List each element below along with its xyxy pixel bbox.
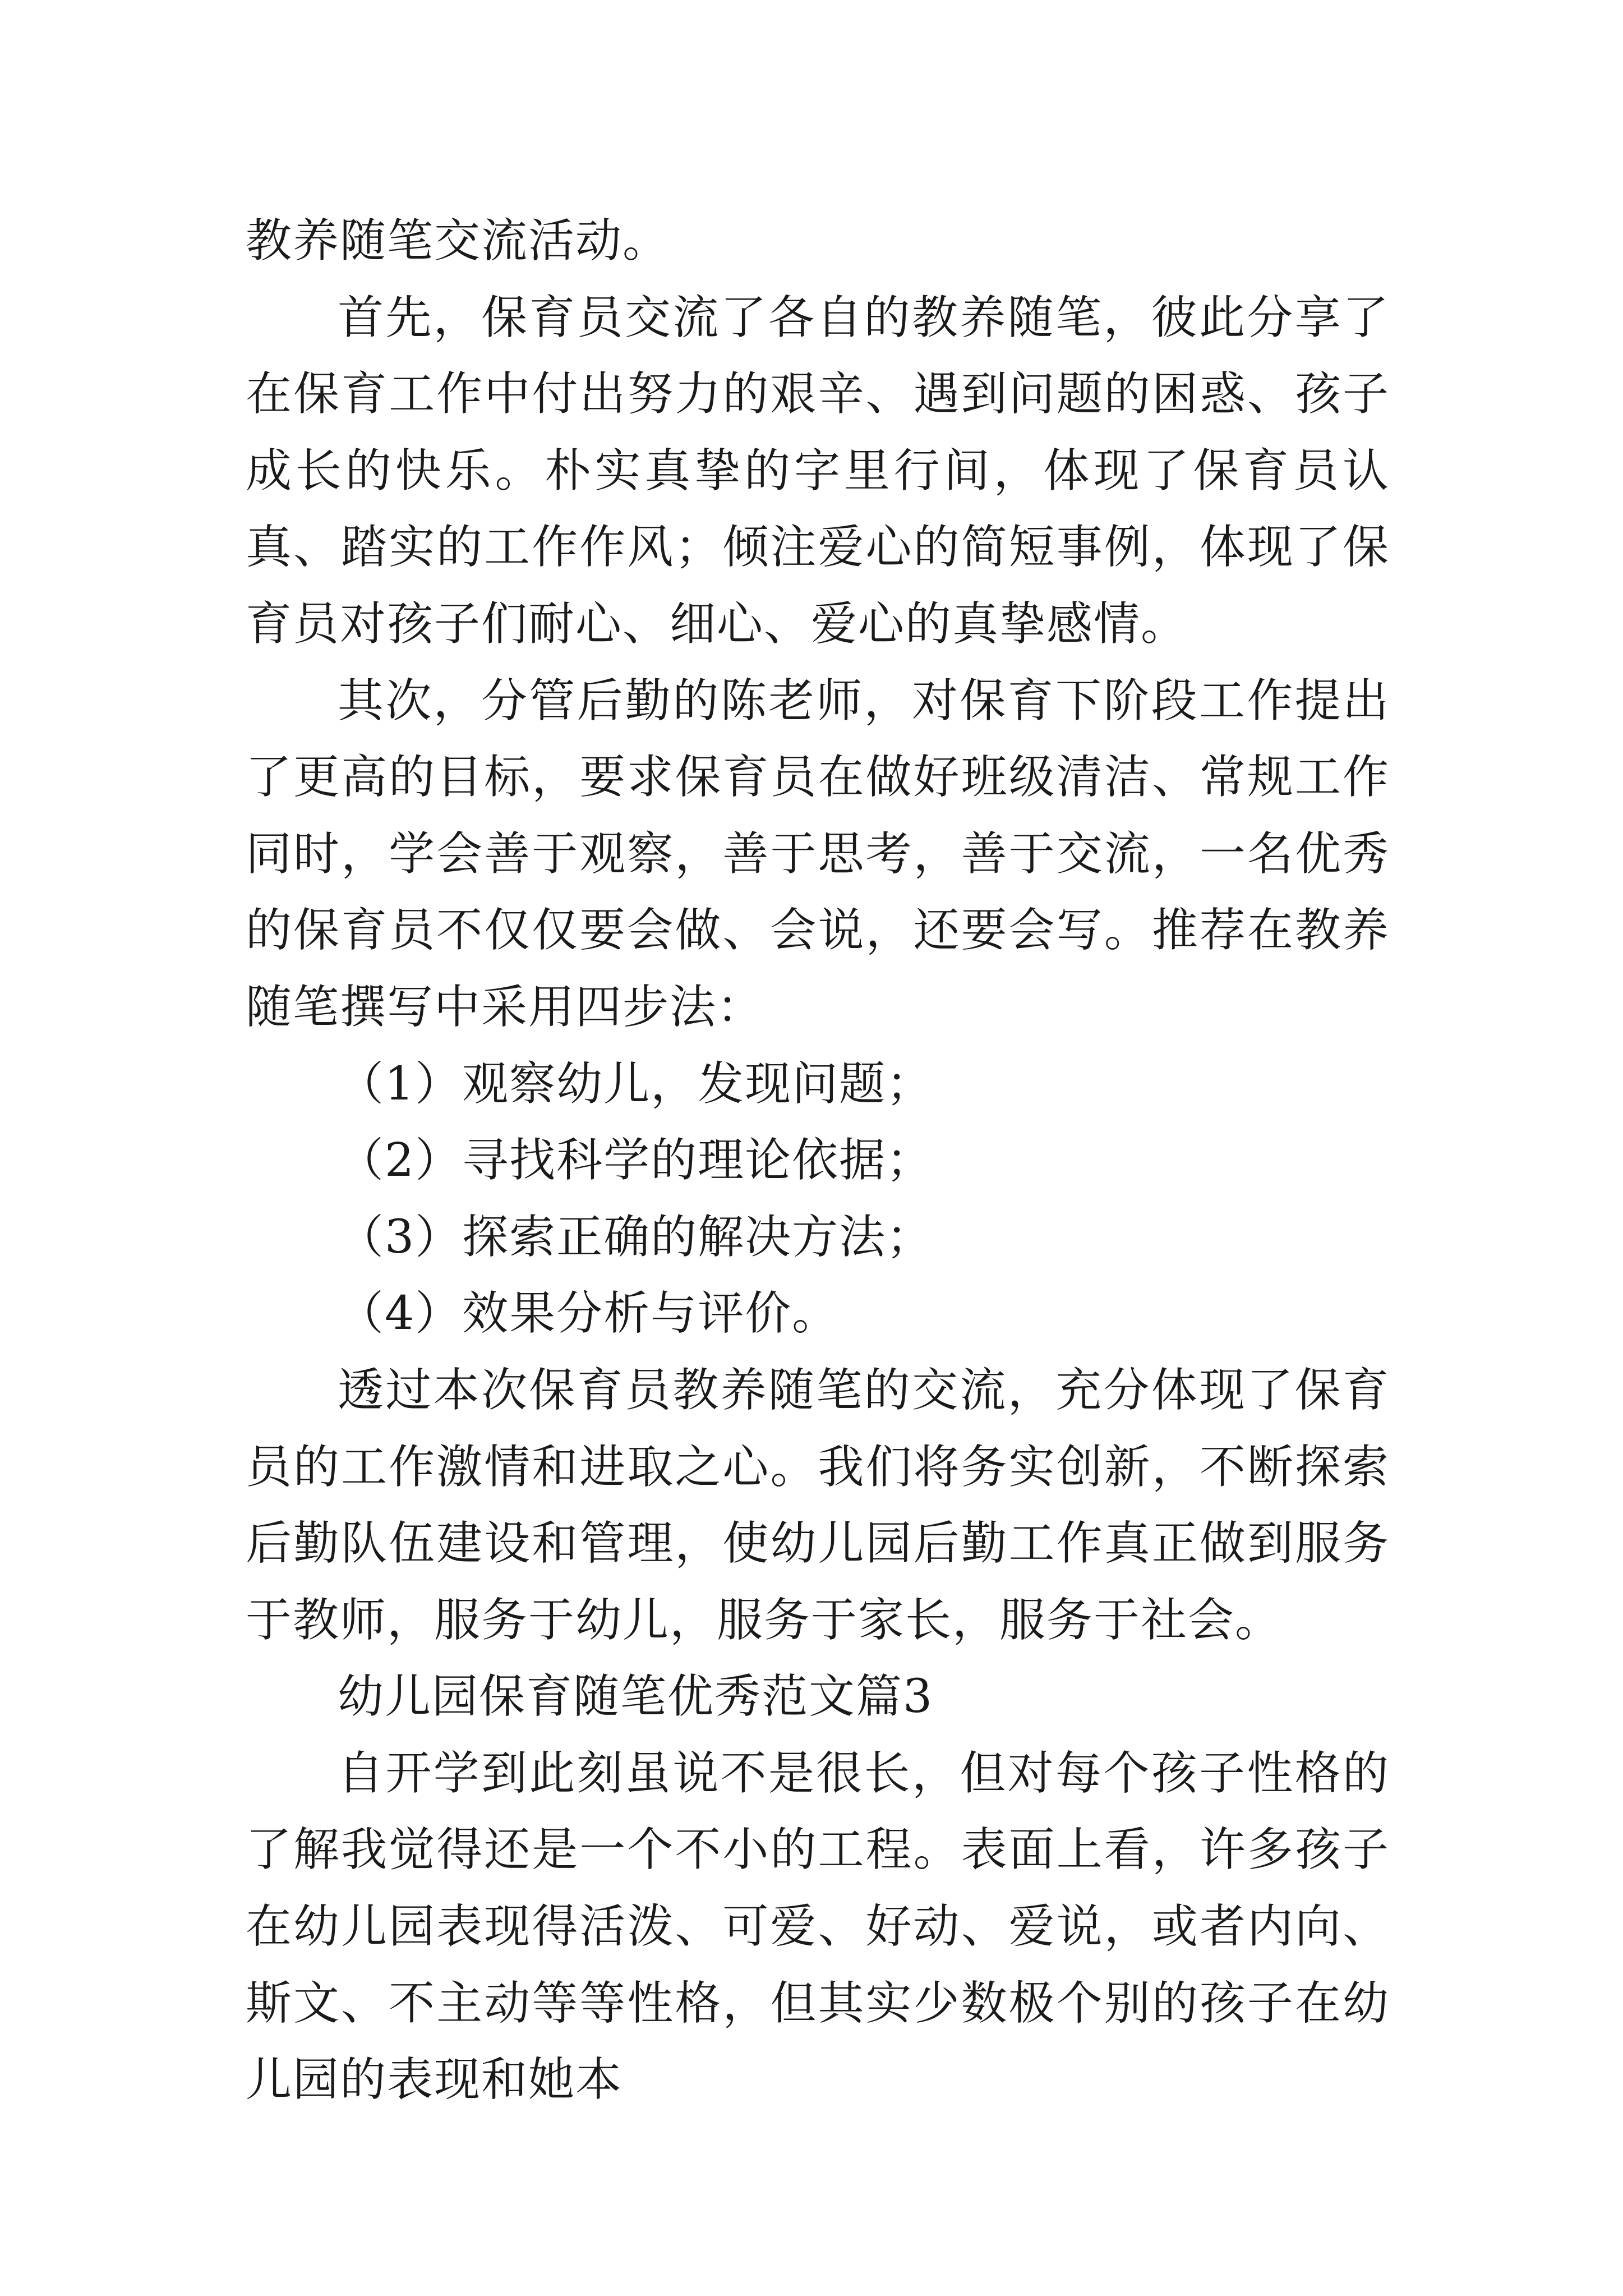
- step-item-2: （2）寻找科学的理论依据；: [338, 1134, 934, 1188]
- paragraph-closing: 透过本次保育员教养随笔的交流，充分体现了保育员的工作激情和进取之心。我们将务实创新，不断探索后勤队伍建设和管理，使幼儿园后勤工作真正做到服务于教师，服务于幼儿，服务于家长，服务于社会。: [246, 1363, 1390, 1647]
- step-item-3: （3）探索正确的解决方法；: [338, 1210, 934, 1264]
- paragraph-exchange: 首先，保育员交流了各自的教养随笔，彼此分享了在保育工作中付出努力的艰辛、遇到问题的困惑、孩子成长的快乐。朴实真挚的字里行间，体现了保育员认真、踏实的工作作风；倾注爱心的简短事例，体现了保育员对孩子们耐心、细心、爱心的真挚感情。: [246, 291, 1390, 651]
- paragraph-goals: 其次，分管后勤的陈老师，对保育下阶段工作提出了更高的目标，要求保育员在做好班级清洁、常规工作同时，学会善于观察，善于思考，善于交流，一名优秀的保育员不仅仅要会做、会说，还要会写。推荐在教养随笔撰写中采用四步法：: [246, 674, 1390, 1034]
- paragraph-section: 自开学到此刻虽说不是很长，但对每个孩子性格的了解我觉得还是一个不小的工程。表面上看，许多孩子在幼儿园表现得活泼、可爱、好动、爱说，或者内向、斯文、不主动等等性格，但其实少数极个别的孩子在幼儿园的表现和她本: [246, 1746, 1390, 2107]
- step-item-1: （1）观察幼儿，发现问题；: [338, 1057, 934, 1111]
- section-heading: 幼儿园保育随笔优秀范文篇3: [338, 1670, 934, 1724]
- step-item-4: （4）效果分析与评价。: [338, 1287, 840, 1341]
- paragraph-continuation: 教养随笔交流活动。: [246, 214, 670, 268]
- document-body: [246, 203, 1390, 2119]
